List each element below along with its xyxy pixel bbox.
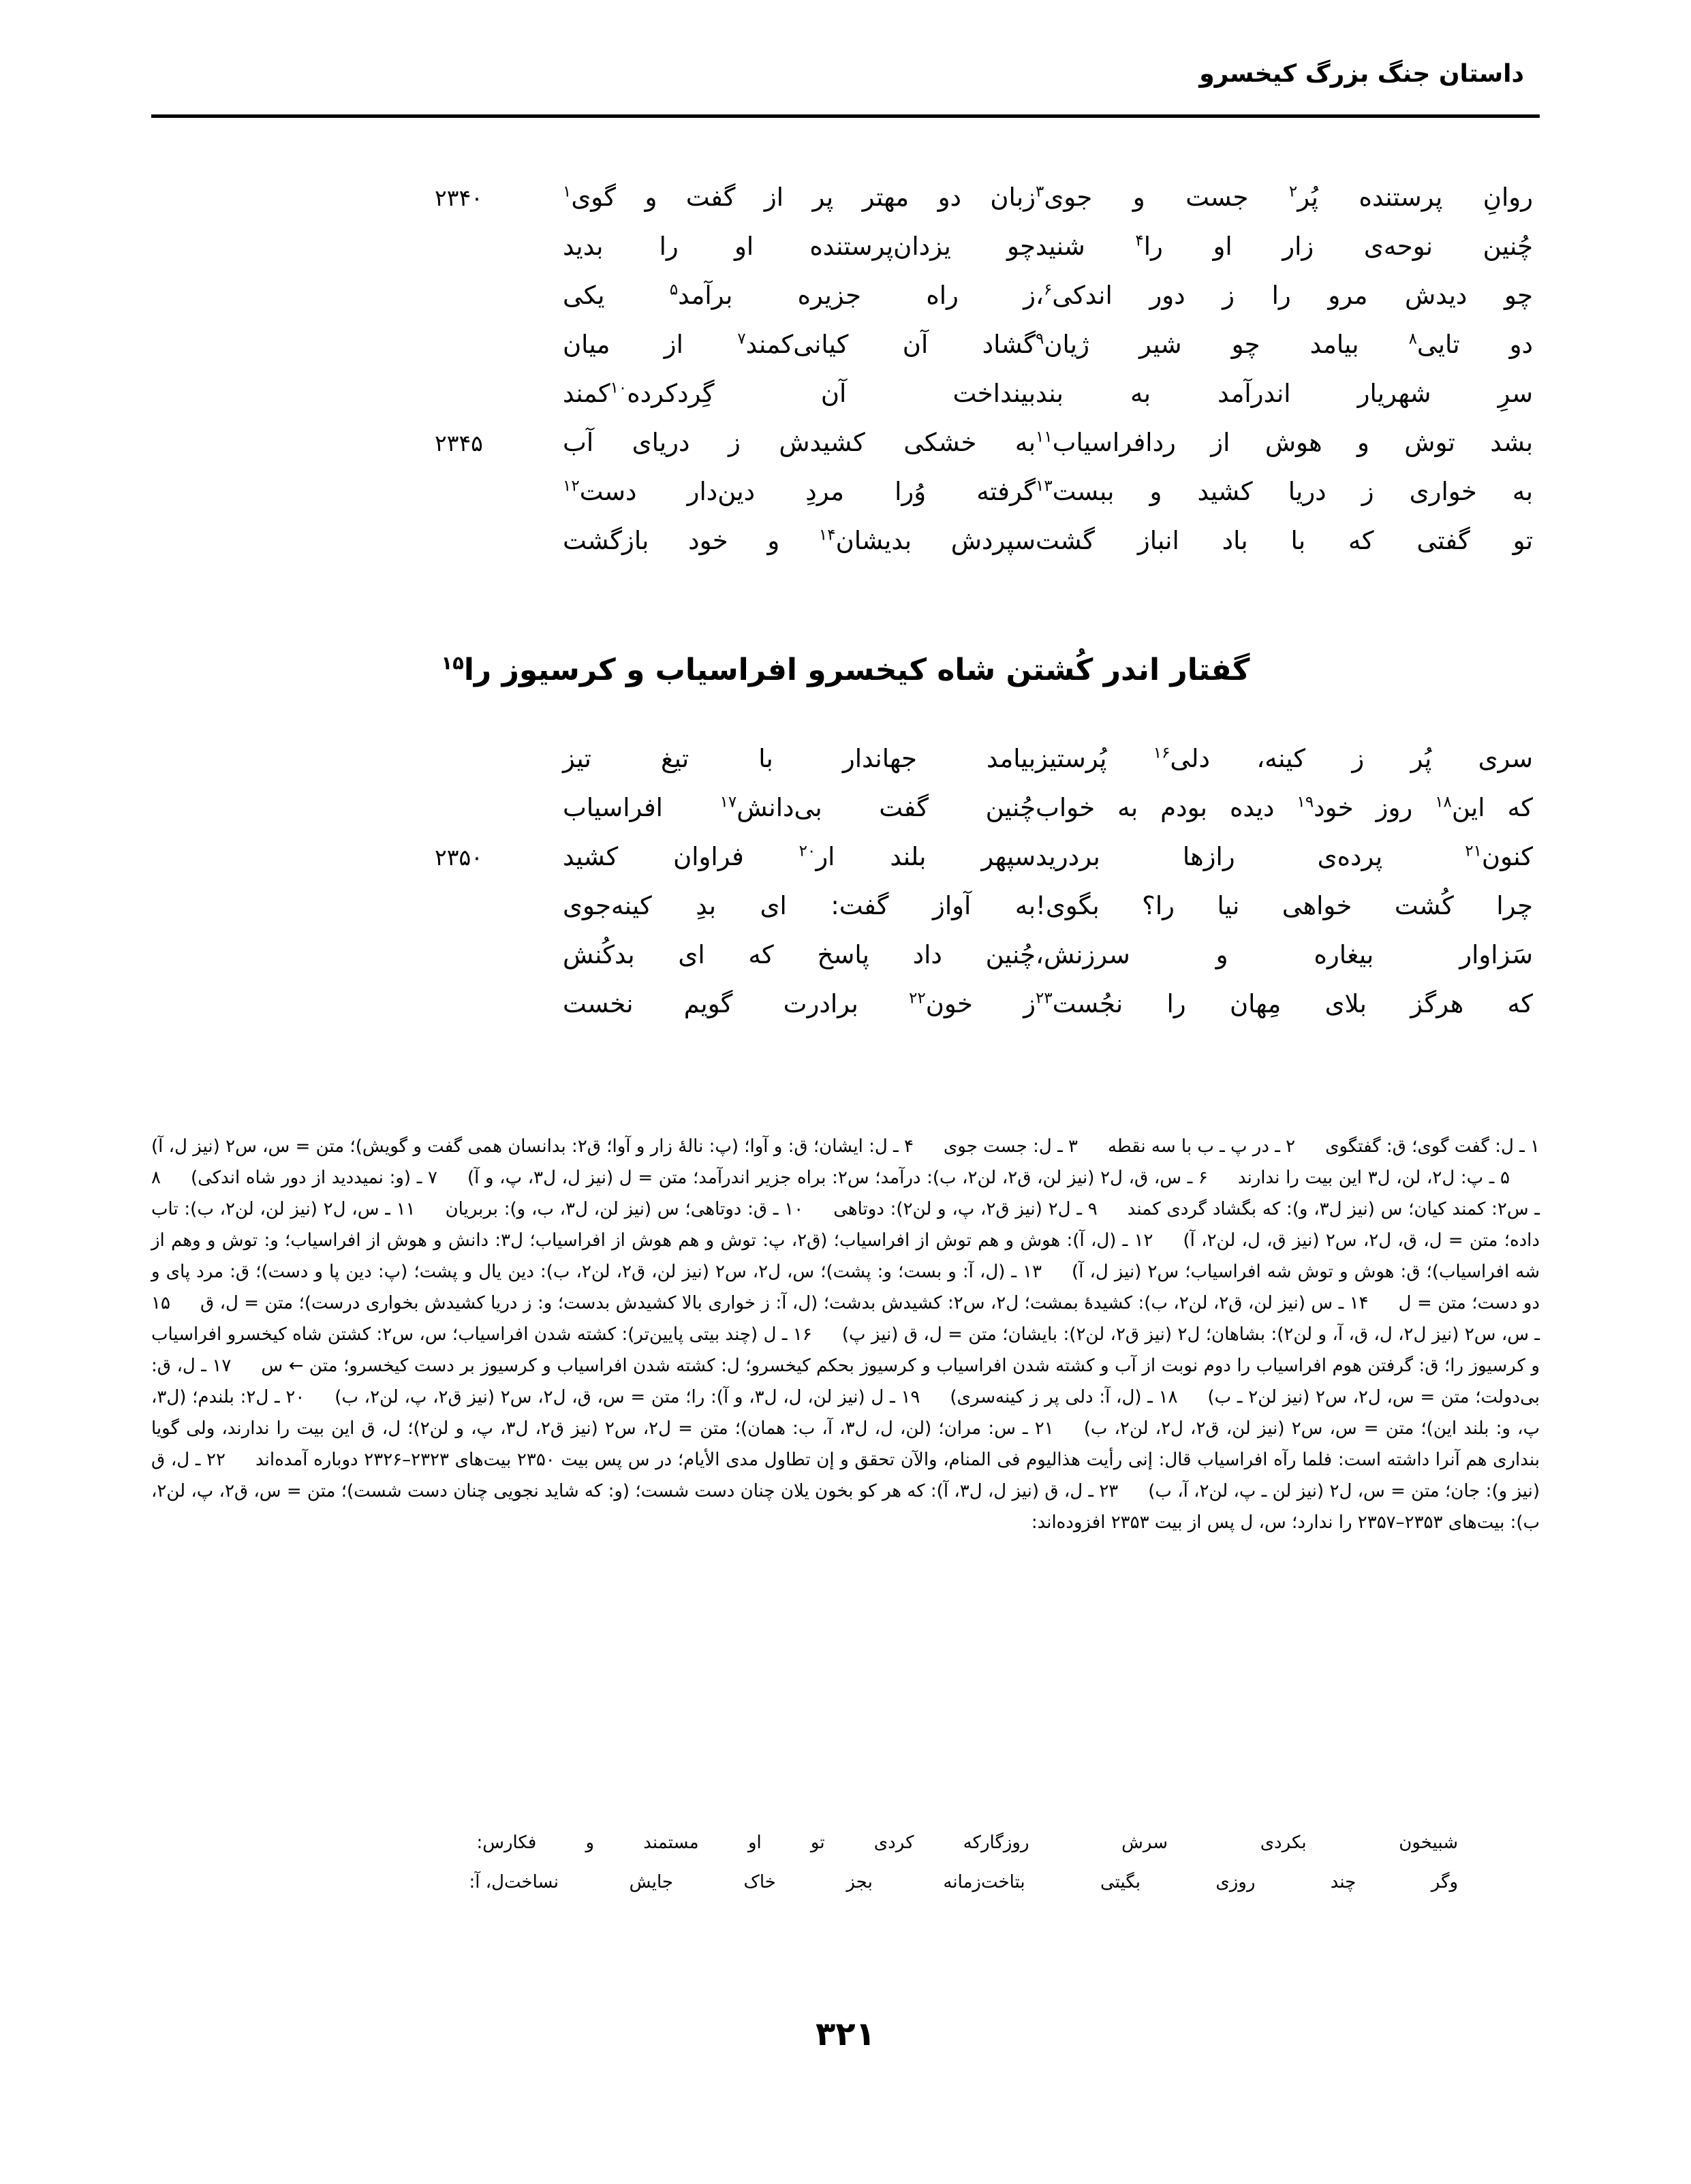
verse-block-1 [151, 183, 1540, 575]
footnote-marker: ۲۱ [1465, 842, 1482, 860]
verse-couplet [151, 526, 1540, 575]
apparatus-note: ۵ ـ پ: ل٢، لن، ل٣ این بیت را ندارند [1237, 1168, 1510, 1188]
footnote-marker: ۲۰ [798, 842, 816, 860]
apparatus-note: ۲ ـ در پ ـ ب با سه نقطه [1107, 1136, 1296, 1157]
hemistich-left: که هرگز بلای مِهان را نجُست$^{۲۳}$ [1036, 989, 1533, 1018]
verse-couplet [151, 379, 1540, 428]
apparatus-note: ۷ ـ (و: نمیددید از دور شاه اندکی) [190, 1168, 437, 1188]
verse-couplet [151, 428, 1540, 477]
apparatus-note: ۲۳ ـ ل، ق (نیز ل، ل٣، آ): که هر کو بخون یلان چنان دست شست؛ (و: که شاید نجویی چنان دست شست)؛ متن = س، ق٢، پ، لن٢، ب): بیت‌های ۲۳۵۳–۲۳۵۷ را ندارد؛ س، ل پس از بیت ۲۳۵۳ افزوده‌اند: [151, 1481, 1540, 1533]
verse-line-number: ۲۳۴۰ [435, 185, 483, 211]
apparatus-note: ۱۹ ـ ل (نیز لن، ل، ل٣، و آ): را؛ متن = س، ق، ل٢، س٢ (نیز ق٢، پ، لن٢، ب) [335, 1387, 920, 1407]
footnote-marker: ۱۶ [1153, 744, 1170, 762]
apparatus-siglum: س: [476, 1832, 504, 1853]
verse-line-number: ۲۳۵۰ [435, 844, 483, 871]
verse-couplet [151, 477, 1540, 526]
verse-block-2 [151, 744, 1540, 1038]
footnote-marker: ۹ [1036, 330, 1044, 348]
apparatus-separator [161, 1162, 191, 1194]
footnote-marker: ۱۰ [610, 379, 627, 397]
apparatus-note: ۱۶ ـ ل (چند بیتی پایین‌تر): کشته شدن افراسیاب؛ س، س٢: کشتن شاه کیخسرو افراسیاب و کرسیوز را؛ ق: گرفتن هوم افراسیاب را دوم نوبت از آب و کشته شدن افراسیاب و کرسیوز بحکم کیخسرو؛ ل: کشته شدن افراسیاب و کرسیوز بر دست کیخسرو؛ متن ← س [151, 1324, 1540, 1376]
hemistich-right: ز خون$^{۲۲}$ برادرت گویم نخست [563, 989, 1036, 1018]
apparatus-separator [231, 1350, 261, 1382]
apparatus-text [151, 1131, 1540, 1538]
apparatus-separator [1153, 1225, 1183, 1256]
apparatus-note: ۱۱ ـ س، ل٢ (نیز لن، لن٢، ب): تاب داده؛ متن = ل، ق، ل٢، س٢ (نیز ق، ل، لن٢، آ) [151, 1199, 1540, 1251]
apparatus-separator [914, 1131, 944, 1162]
hemistich-right: سپهر بلند ار$^{۲۰}$ فراوان کشید [563, 842, 1036, 871]
apparatus-separator [305, 1382, 335, 1413]
page-number: ۳۲۱ [816, 2015, 875, 2053]
verse-couplet [151, 989, 1540, 1038]
verse-couplet [151, 183, 1540, 232]
apparatus-separator [1098, 1194, 1128, 1225]
hemistich-right: سپردش بدیشان$^{۱۴}$ و خود بازگشت [563, 526, 1036, 555]
hemistich-left: چو دیدش مرو را ز دور اندکی$^۶$، [1036, 281, 1533, 310]
hemistich-right: چُنین گفت بی‌دانش$^{۱۷}$ افراسیاب [563, 793, 1036, 822]
footnote-marker: ۱۴ [818, 526, 836, 544]
apparatus-siglum: ل، آ: [469, 1872, 504, 1892]
footnote-marker: ۲۳ [1036, 989, 1053, 1008]
verse-couplet [151, 891, 1540, 940]
hemistich-right: به آواز گفت: ای بدِ کینه‌جوی [563, 891, 1036, 920]
apparatus-verse-row [151, 1832, 1540, 1872]
footnote-marker: ۱۷ [719, 793, 737, 811]
apparatus-hemistich-left: شبیخون بکردی سرش روزگار [981, 1832, 1458, 1853]
apparatus-note: ۱۷ ـ ل، ق: بی‌دولت؛ متن = س، ل٢، س٢ (نیز لن٢ ـ ب) [151, 1356, 1540, 1407]
apparatus-separator [1078, 1131, 1108, 1162]
hemistich-right: چو یزدان‌پرستنده او را بدید [563, 232, 1036, 261]
verse-couplet [151, 793, 1540, 842]
verse-couplet [151, 744, 1540, 793]
apparatus-hemistich-right: که کردی تو او مستمند و فکار [504, 1832, 981, 1853]
apparatus-hemistich-right: زمانه بجز خاک جایش نساخت [504, 1872, 981, 1892]
apparatus-separator [437, 1162, 467, 1194]
hemistich-right: بیامد جهاندار با تیغ تیز [563, 744, 1036, 773]
footnote-marker: ۳ [1036, 183, 1044, 201]
apparatus-separator [226, 1444, 255, 1476]
apparatus-note: ۱۳ ـ (ل، آ: و بست؛ و: پشت)؛ س، ل٢، س٢ (نیز لن، ق٢، لن٢، ب): دین یال و پشت؛ (پ: دین پا و دست)؛ ق: مرد پای و دو دست؛ متن = ل [151, 1262, 1540, 1313]
hemistich-left: سرِ شهریار اندرآمد به بند [1036, 379, 1533, 408]
apparatus-separator [1208, 1162, 1238, 1194]
apparatus-separator [170, 1288, 200, 1319]
verse-line-number: ۲۳۴۵ [435, 430, 483, 456]
footnote-marker: ۱۹ [1297, 793, 1314, 811]
apparatus-separator [1178, 1382, 1208, 1413]
apparatus-note: ۲۱ ـ س: مران؛ (لن، ل، ل٣، آ، ب: همان)؛ متن = ل٢، س٢ (نیز ق٢، ل٣، پ، و لن٢)؛ ل، ق این بیت را ندارند، ولی گویا بنداری هم آنرا داشته است: فلما رآه افراسیاب قال: إنی رأیت هذالیوم فی المنام، والآن تحقق و إن تطاول مدی الأیام؛ در س پس بیت ۲۳۵۰ بیت‌های ۲۳۲۳–۲۳۲۶ دوباره آمده‌اند [151, 1418, 1540, 1470]
hemistich-left: سَزاوار بیغاره و سرزنش، [1036, 940, 1533, 969]
footnote-marker: ۵ [669, 281, 679, 299]
apparatus-separator [812, 1319, 842, 1350]
apparatus-appended-verses [151, 1832, 1540, 1912]
hemistich-right: گرفته وُرا مردِ دین‌دار دست$^{۱۲}$ [563, 477, 1036, 506]
apparatus-separator [1118, 1476, 1148, 1507]
hemistich-left: تو گفتی که با باد انباز گشت [1036, 526, 1533, 555]
critical-apparatus [151, 1131, 1540, 1538]
apparatus-note: ۲۰ ـ ل٢: بلندم؛ (ل٣، پ، و: بلند این)؛ متن = س، س٢ (نیز لن، ق٢، ل٢، لن٢، ب) [151, 1387, 1540, 1439]
footnote-marker: ۲۲ [909, 989, 926, 1008]
apparatus-note: ۳ ـ ل: جست جوی [943, 1136, 1078, 1157]
hemistich-left: کنون$^{۲۱}$ پرده‌ی رازها بردرید [1036, 842, 1533, 871]
apparatus-hemistich-left: وگر چند روزی بگیتی بتاخت [981, 1872, 1458, 1892]
apparatus-separator [1042, 1256, 1072, 1288]
apparatus-verse-row [151, 1872, 1540, 1912]
apparatus-note: ۱ ـ ل: گفت گوی؛ ق: گفتگوی [1325, 1136, 1540, 1157]
apparatus-note: ۹ ـ ل٢ (نیز ق٢، پ، و لن٢): دوتاهی [833, 1199, 1098, 1219]
apparatus-separator [1295, 1131, 1325, 1162]
hemistich-right: به خشکی کشیدش ز دریای آب [563, 428, 1036, 457]
hemistich-left: به خواری ز دریا کشید و ببست$^{۱۳}$ [1036, 477, 1533, 506]
section-heading: گفتار اندر کُشتن شاه کیخسرو افراسیاب و کرسیوز را$^{۱۵}$ [441, 653, 1250, 687]
apparatus-note: ۶ ـ س، ق، ل٢ (نیز لن، ق٢، لن٢، ب): درآمد؛ س٢: براه جزیر اندرآمد؛ متن = ل (نیز ل، ل٣، پ، و آ) [467, 1168, 1208, 1188]
footnote-marker: ۴ [1135, 232, 1144, 250]
hemistich-left: دو تایی$^۸$ بیامد چو شیر ژیان$^۹$ [1036, 330, 1533, 359]
apparatus-note: ۱۵ ـ س، س٢ (نیز ل٢، ل، ق، آ، و لن٢): بشاهان؛ ل٢ (نیز ق٢، لن٢): بایشان؛ متن = ل، ق (نیز پ) [151, 1293, 1540, 1345]
verse-couplet [151, 281, 1540, 330]
hemistich-right: بینداخت آن گِردکرده$^{۱۰}$کمند [563, 379, 1036, 408]
hemistich-right: زبان دو مهتر پر از گفت و گوی$^۱$ [563, 183, 1036, 212]
apparatus-note: ۱۸ ـ (ل، آ: دلی پر ز کینه‌سری) [950, 1387, 1178, 1407]
footnote-marker: ۱۳ [1036, 477, 1053, 495]
hemistich-right: گشاد آن کیانی‌کمند$^۷$ از میان [563, 330, 1036, 359]
hemistich-right: ز راه جزیره برآمد$^۵$ یکی [563, 281, 1036, 310]
footnote-marker: ۱۲ [563, 477, 580, 495]
verse-couplet [151, 330, 1540, 379]
footnote-marker: ۸ [1408, 330, 1417, 348]
header-rule [151, 114, 1540, 118]
apparatus-separator [1054, 1413, 1084, 1444]
verse-couplet [151, 232, 1540, 281]
hemistich-left: روانِ پرستنده پُر$^۲$ جست و جوی$^۳$ [1036, 183, 1533, 212]
apparatus-note: ۴ ـ ل: ایشان؛ ق: و آوا؛ (پ: نالهٔ زار و آوا؛ ق٢: بدانسان همی گفت و گویش)؛ متن = س، س٢ (نیز ل، آ) [151, 1136, 914, 1157]
footnote-marker: ۱۱ [1036, 428, 1053, 446]
apparatus-note: ۱۲ ـ (ل، آ): هوش و هم توش از افراسیاب؛ (ق٢، پ: توش و هم هوش از افراسیاب؛ ل٣: دانش و هوش از افراسیاب؛ و: توش و وهم از شه افراسیاب)؛ ق: هوش و توش شه افراسیاب؛ س٢ (نیز ل، آ) [151, 1230, 1540, 1282]
apparatus-separator [920, 1382, 950, 1413]
apparatus-note: ۸ ـ س٢: کمند کیان؛ س (نیز ل٣، و): که بگشاد گردی کمند [151, 1168, 1540, 1219]
hemistich-left: چرا کُشت خواهی نیا را؟ بگوی! [1036, 891, 1533, 920]
hemistich-right: چُنین داد پاسخ که ای بدکُنش [563, 940, 1036, 969]
hemistich-left: چُنین نوحه‌ی زار او را$^۴$ شنید [1036, 232, 1533, 261]
footnote-marker: ۶ [1043, 281, 1053, 299]
hemistich-left: سری پُر ز کینه، دلی$^{۱۶}$ پُرستیز [1036, 744, 1533, 773]
footnote-marker: ۱۵ [441, 653, 464, 674]
footnote-marker: ۷ [737, 330, 746, 348]
hemistich-left: بشد توش و هوش از ردافراسیاب$^{۱۱}$ [1036, 428, 1533, 457]
apparatus-separator [416, 1194, 446, 1225]
apparatus-separator [1369, 1288, 1399, 1319]
verse-couplet [151, 940, 1540, 989]
apparatus-note: ۲۲ ـ ل، ق (نیز و): جان؛ متن = س، ل٢ (نیز لن ـ پ، لن٢، آ، ب) [151, 1450, 1540, 1501]
footnote-marker: ۲ [1288, 183, 1298, 201]
apparatus-note: ۱۴ ـ س (نیز لن، ق٢، لن٢، ب): کشیدهٔ بمشت؛ ل٢، س٢: کشیدش بدشت؛ (ل، آ: ز خواری بالا کشیدش بدست؛ و: ز دریا کشیدش بخواری درست)؛ متن = ل، ق [200, 1293, 1369, 1313]
running-head: داستان جنگ بزرگ کیخسرو [1199, 60, 1524, 88]
apparatus-separator [1510, 1162, 1540, 1194]
footnote-marker: ۱۸ [1435, 793, 1452, 811]
footnote-marker: ۱ [563, 183, 572, 201]
apparatus-separator [803, 1194, 833, 1225]
verse-couplet [151, 842, 1540, 891]
hemistich-left: که این$^{۱۸}$ روز خود$^{۱۹}$ دیده بودم به خواب [1036, 793, 1533, 822]
apparatus-note: ۱۰ ـ ق: دوتاهی؛ س (نیز لن، ل٣، ب، و): بربریان [445, 1199, 804, 1219]
